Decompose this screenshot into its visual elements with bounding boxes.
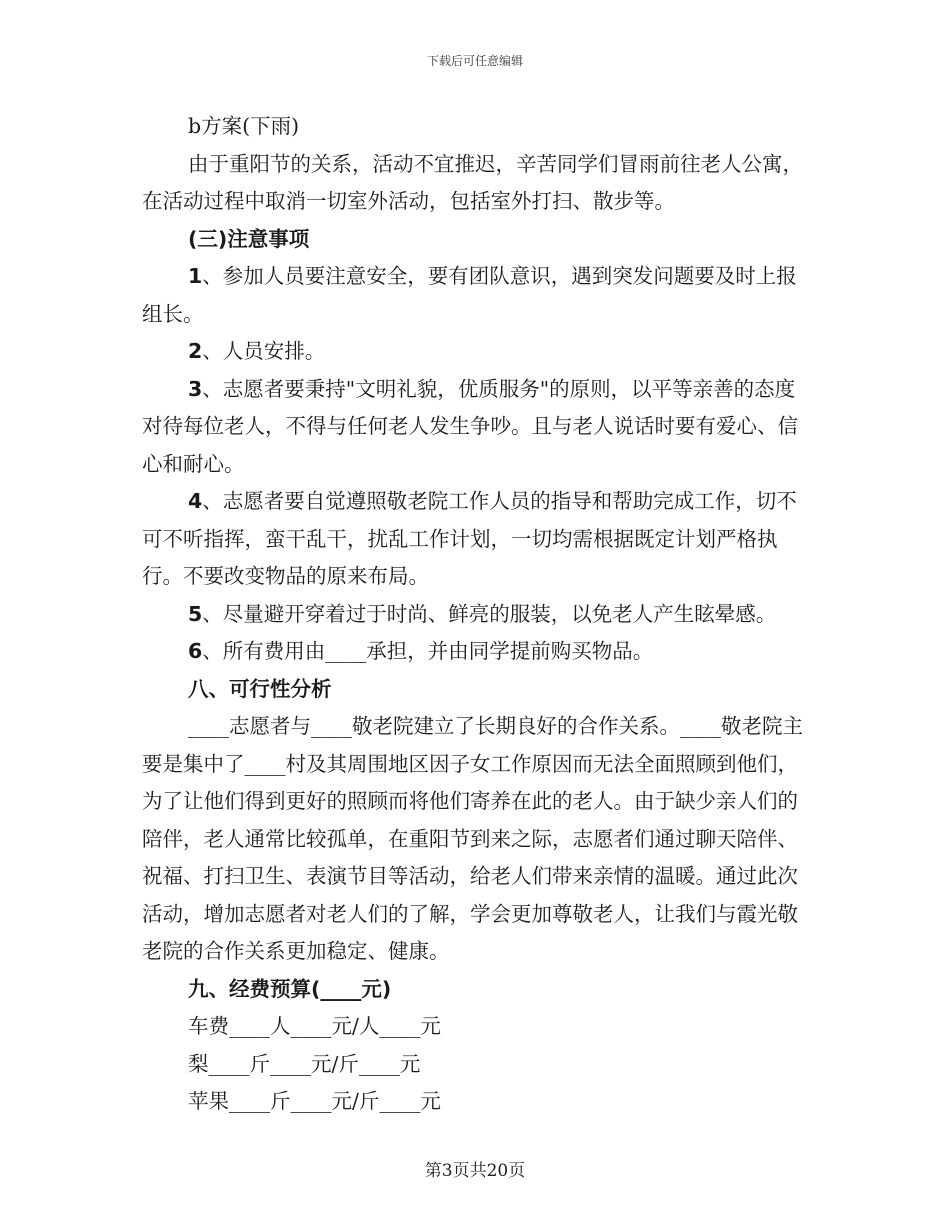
- note-3: [142, 371, 812, 484]
- budget-apple-line: 苹果____斤____元/斤____元: [188, 1089, 441, 1113]
- note-2: [142, 333, 812, 371]
- note-6: [142, 633, 812, 671]
- feasibility-body: ____志愿者与____敬老院建立了长期良好的合作关系。____敬老院主要是集中了____村及其周围地区因子女工作原因而无法全面照顾到他们，为了让他们得到更好的照顾而将他们寄养在此的老人。由于缺少亲人们的陪伴，老人通常比较孤单，在重阳节到来之际，志愿者们通过聊天陪伴、祝福、打扫卫生、表演节目等活动，给老人们带来亲情的温暖。通过此次活动，增加志愿者对老人们的了解，学会更加尊敬老人，让我们与霞光敬老院的合作关系更加稳定、健康。: [142, 714, 803, 963]
- plan-b-body: 由于重阳节的关系，活动不宜推迟，辛苦同学们冒雨前往老人公寓，在活动过程中取消一切室外活动，包括室外打扫、散步等。: [142, 151, 803, 213]
- page-header: 下载后可任意编辑: [426, 54, 523, 68]
- note-6-number: 6: [188, 639, 203, 663]
- note-1-number: 1: [188, 264, 203, 288]
- note-4-number: 4: [188, 489, 203, 513]
- budget-heading: 九、经费预算(____元): [188, 976, 392, 1001]
- note-6-text: 、所有费用由____承担，并由同学提前购买物品。: [202, 639, 654, 663]
- note-2-text: 、人员安排。: [202, 339, 326, 363]
- budget-pear-line: 梨____斤____元/斤____元: [188, 1051, 421, 1076]
- note-1-text: 、参加人员要注意安全，要有团队意识，遇到突发问题要及时上报组长。: [142, 264, 797, 326]
- note-3-number: 3: [188, 376, 203, 401]
- feasibility-heading: 八、可行性分析: [188, 676, 332, 701]
- document-body: [142, 108, 812, 1121]
- note-4: [142, 483, 812, 596]
- note-4-text: 、志愿者要自觉遵照敬老院工作人员的指导和帮助完成工作，切不可不听指挥，蛮干乱干，扰乱工作计划，一切均需根据既定计划严格执行。不要改变物品的原来布局。: [142, 489, 797, 588]
- note-3-text: 、志愿者要秉持"文明礼貌，优质服务"的原则，以平等亲善的态度对待每位老人，不得与任何老人发生争吵。且与老人说话时要有爱心、信心和耐心。: [142, 376, 798, 476]
- notes-heading: (三)注意事项: [188, 226, 310, 251]
- note-5-number: 5: [188, 601, 203, 626]
- note-5-text: 、尽量避开穿着过于时尚、鲜亮的服装，以免老人产生眩晕感。: [202, 601, 777, 626]
- note-1: [142, 258, 812, 333]
- plan-b-title: b方案(下雨): [188, 114, 300, 138]
- note-2-number: 2: [188, 339, 203, 363]
- budget-fare-line: 车费____人____元/人____元: [188, 1014, 441, 1038]
- note-5: [142, 596, 812, 634]
- page-number-footer: 第3页共20页: [424, 1161, 526, 1181]
